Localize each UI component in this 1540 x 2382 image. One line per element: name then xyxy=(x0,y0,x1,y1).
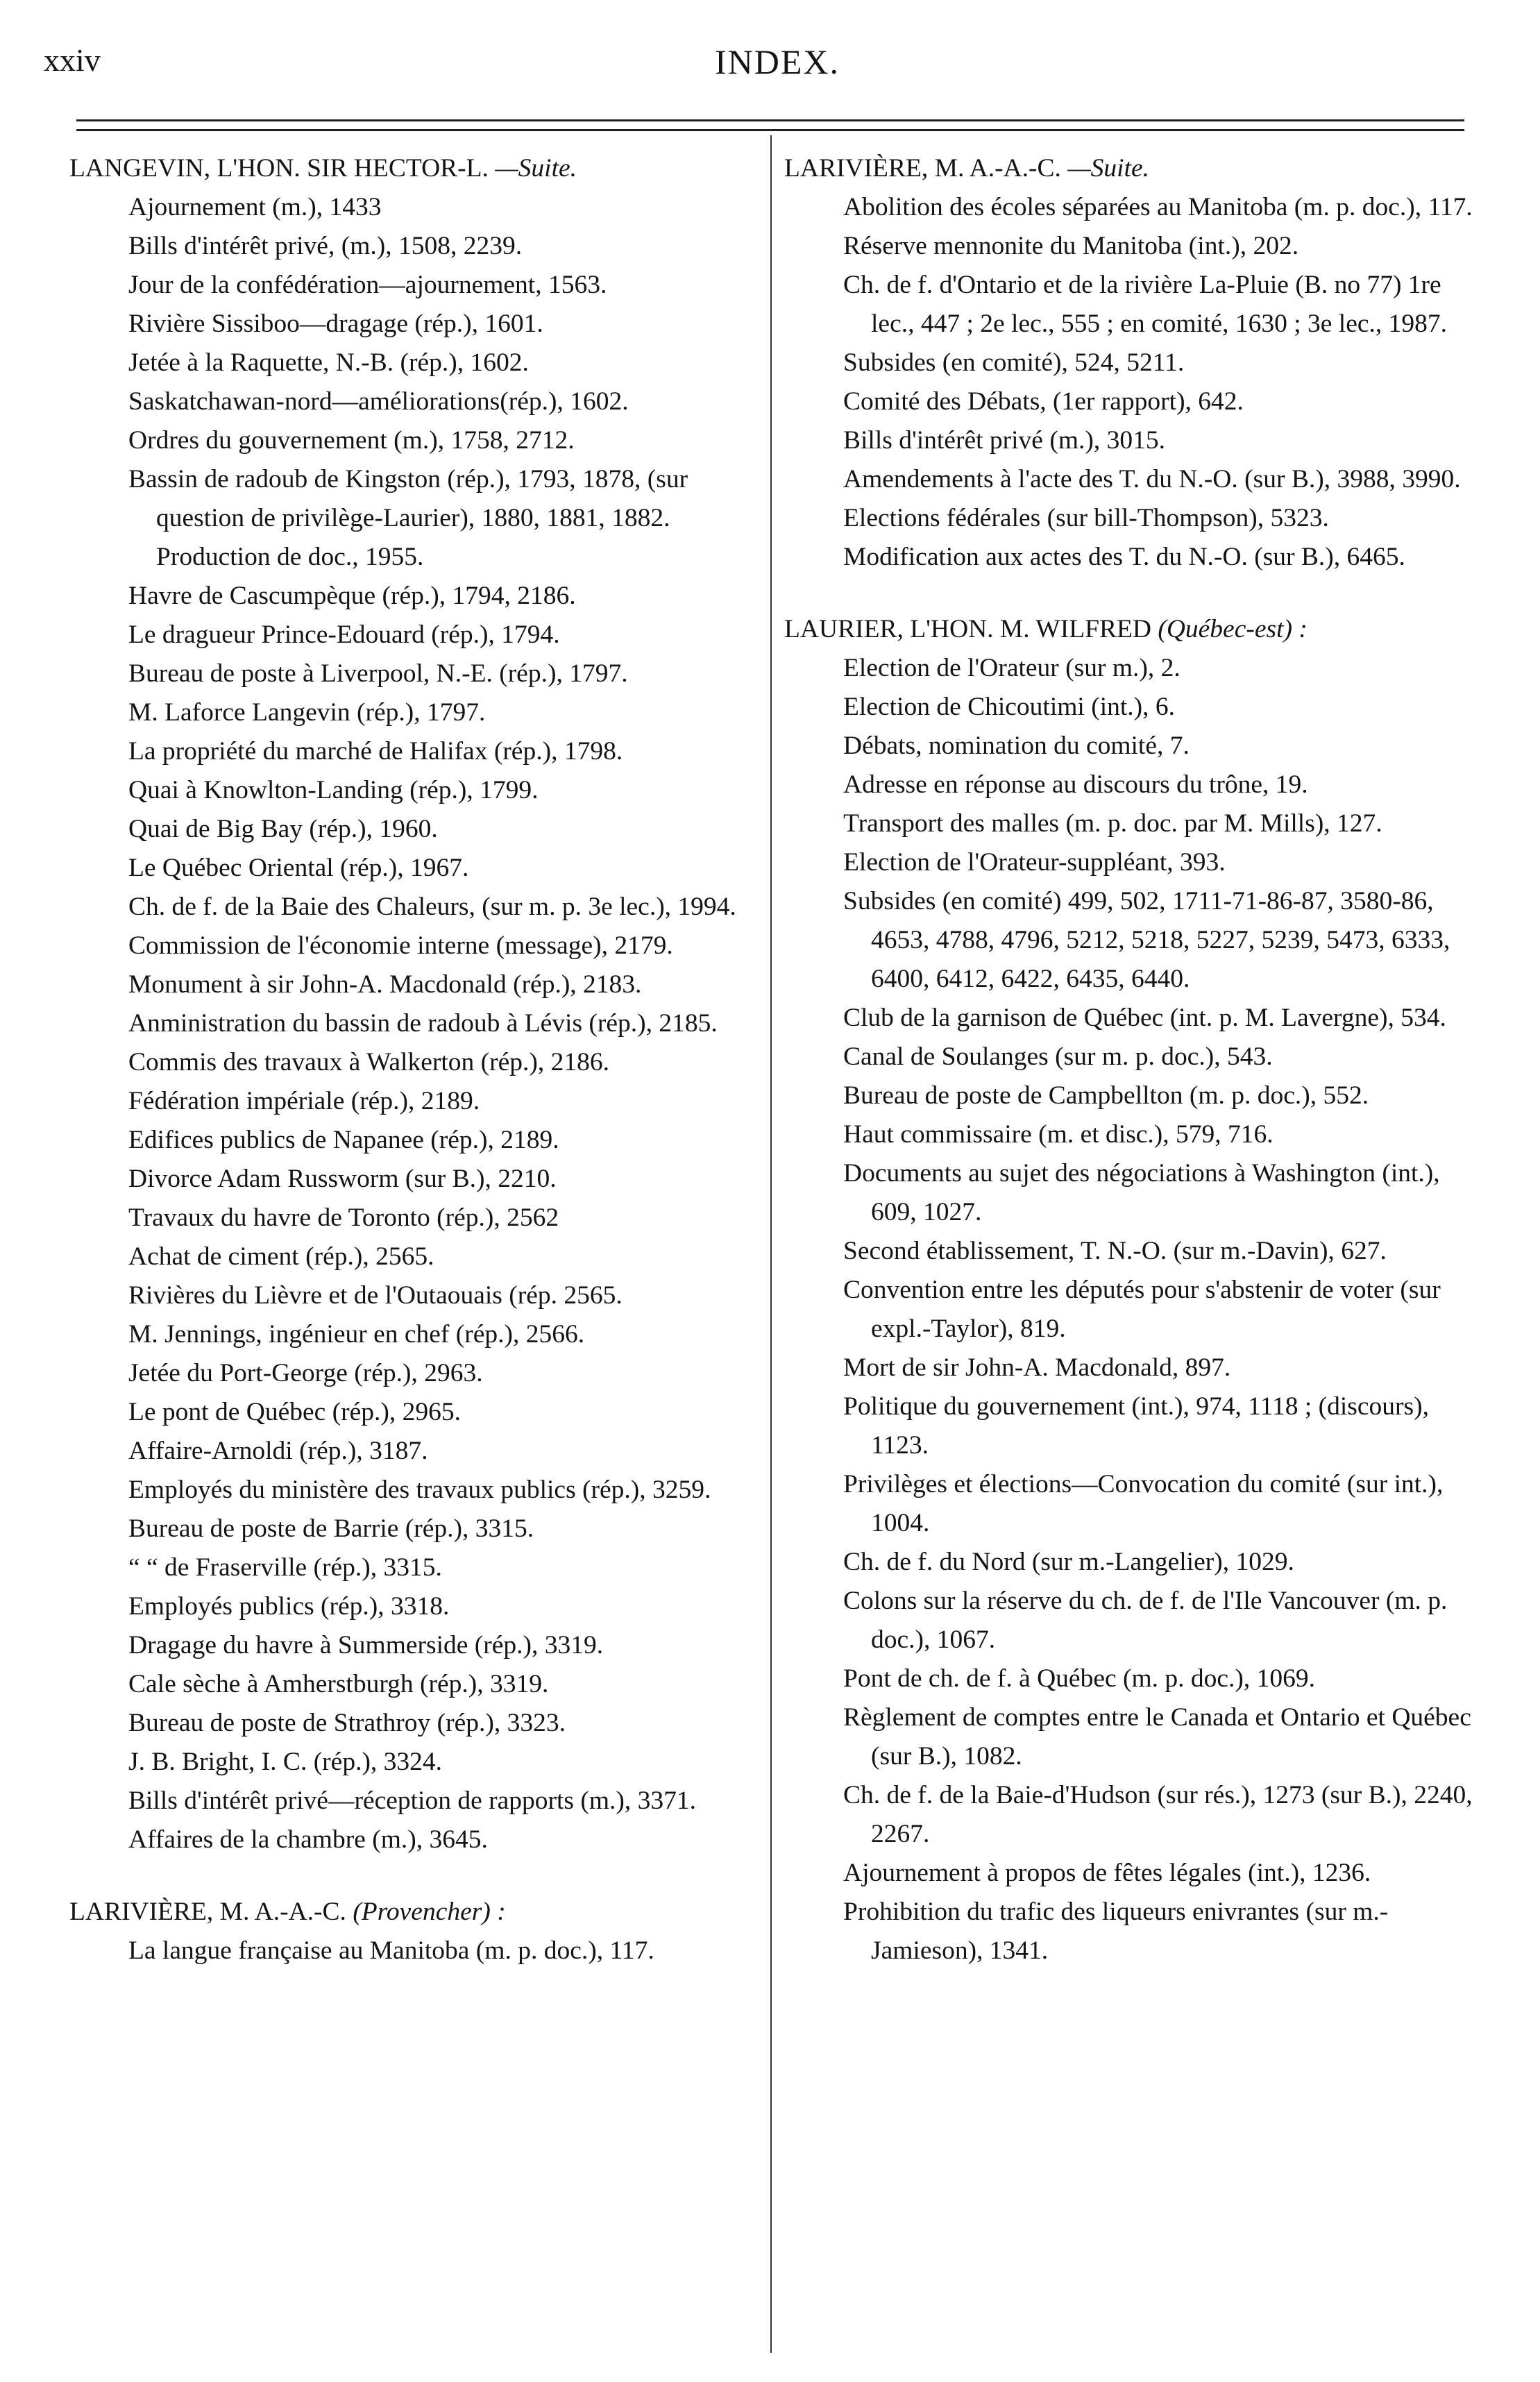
index-entry: Dragage du havre à Summerside (rép.), 3319. xyxy=(128,1631,604,1659)
index-entry: Jetée à la Raquette, N.-B. (rép.), 1602. xyxy=(128,348,529,377)
index-entry: Ajournement (m.), 1433 xyxy=(128,193,382,221)
index-entry: M. Laforce Langevin (rép.), 1797. xyxy=(128,698,486,727)
index-entry: Election de Chicoutimi (int.), 6. xyxy=(843,693,1176,721)
index-entry: Ajournement à propos de fêtes légales (int.), 1236. xyxy=(843,1859,1371,1887)
index-entry: Edifices publics de Napanee (rép.), 2189. xyxy=(128,1126,559,1154)
index-entry: Achat de ciment (rép.), 2565. xyxy=(128,1242,434,1271)
index-entry: Monument à sir John-A. Macdonald (rép.), 2183. xyxy=(128,970,642,999)
index-entry: Bills d'intérêt privé—réception de rapports (m.), 3371. xyxy=(128,1786,697,1815)
page-title: INDEX. xyxy=(715,42,840,81)
index-entry: Ch. de f. de la Baie des Chaleurs, (sur m. p. 3e lec.), 1994. xyxy=(128,893,736,921)
index-entry: Rivière Sissiboo—dragage (rép.), 1601. xyxy=(128,310,543,338)
index-entry: Travaux du havre de Toronto (rép.), 2562 xyxy=(128,1203,559,1232)
index-entry: Ch. de f. du Nord (sur m.-Langelier), 1029. xyxy=(843,1548,1294,1576)
heading-suffix: —Suite. xyxy=(495,154,577,183)
index-entry: Bureau de poste à Liverpool, N.-E. (rép.), 1797. xyxy=(128,659,628,688)
index-entry: Colons sur la réserve du ch. de f. de l'Ile Vancouver (m. p. doc.), 1067. xyxy=(843,1587,1448,1654)
index-entry: Amendements à l'acte des T. du N.-O. (sur B.), 3988, 3990. xyxy=(843,465,1461,493)
index-entry: J. B. Bright, I. C. (rép.), 3324. xyxy=(128,1748,443,1776)
index-entry: Rivières du Lièvre et de l'Outaouais (rép. 2565. xyxy=(128,1281,623,1310)
index-entry: Débats, nomination du comité, 7. xyxy=(843,732,1190,760)
header-rule-bottom xyxy=(76,129,1464,131)
column-divider xyxy=(770,135,772,2353)
index-entry: Réserve mennonite du Manitoba (int.), 202. xyxy=(843,232,1299,260)
index-entry: Saskatchawan-nord—améliorations(rép.), 1602. xyxy=(128,387,629,416)
index-entry: Le dragueur Prince-Edouard (rép.), 1794. xyxy=(128,620,560,649)
index-entry: La propriété du marché de Halifax (rép.), 1798. xyxy=(128,737,623,766)
index-entry: Le pont de Québec (rép.), 2965. xyxy=(128,1398,461,1426)
index-entry: Comité des Débats, (1er rapport), 642. xyxy=(843,387,1244,416)
index-entry: Documents au sujet des négociations à Washington (int.), 609, 1027. xyxy=(843,1159,1440,1226)
index-entry: Second établissement, T. N.-O. (sur m.-Davin), 627. xyxy=(843,1237,1387,1265)
index-entry: Bureau de poste de Campbellton (m. p. doc.), 552. xyxy=(843,1081,1369,1110)
index-entry: Fédération impériale (rép.), 2189. xyxy=(128,1087,480,1115)
heading-suffix: (Québec-est) : xyxy=(1158,615,1308,643)
index-entry: Bills d'intérêt privé, (m.), 1508, 2239. xyxy=(128,232,523,260)
index-entry: Elections fédérales (sur bill-Thompson), 5323. xyxy=(843,504,1329,532)
index-entry: Privilèges et élections—Convocation du comité (sur int.), 1004. xyxy=(843,1470,1444,1537)
index-heading xyxy=(784,610,1485,649)
index-entry: Subsides (en comité) 499, 502, 1711-71-86-87, 3580-86, 4653, 4788, 4796, 5212, 5218, 5227, 5239, 5473, 6333, 6400, 6412, 6422, 6435, 6440. xyxy=(843,887,1450,993)
index-entry: Prohibition du trafic des liqueurs enivrantes (sur m.-Jamieson), 1341. xyxy=(843,1898,1389,1965)
index-entry: Haut commissaire (m. et disc.), 579, 716. xyxy=(843,1120,1274,1149)
index-entry: Bureau de poste de Barrie (rép.), 3315. xyxy=(128,1514,534,1543)
index-entry: “ “ de Fraserville (rép.), 3315. xyxy=(128,1553,442,1582)
index-heading xyxy=(784,149,1485,188)
index-entry: Divorce Adam Russworm (sur B.), 2210. xyxy=(128,1165,557,1193)
index-entry: Subsides (en comité), 524, 5211. xyxy=(843,348,1185,377)
header-rule-top xyxy=(76,119,1464,121)
heading-name: LAURIER, L'HON. M. WILFRED xyxy=(784,615,1151,643)
index-heading xyxy=(69,1893,763,1932)
index-entry: Affaire-Arnoldi (rép.), 3187. xyxy=(128,1437,428,1465)
index-entry: M. Jennings, ingénieur en chef (rép.), 2566. xyxy=(128,1320,585,1349)
index-entry: Pont de ch. de f. à Québec (m. p. doc.), 1069. xyxy=(843,1664,1316,1693)
index-entry: Commis des travaux à Walkerton (rép.), 2186. xyxy=(128,1048,609,1076)
index-entry: Quai de Big Bay (rép.), 1960. xyxy=(128,815,438,843)
heading-suffix: (Provencher) : xyxy=(353,1898,506,1926)
heading-name: LARIVIÈRE, M. A.-A.-C. xyxy=(69,1898,346,1926)
index-entry: Ch. de f. d'Ontario et de la rivière La-Pluie (B. no 77) 1re lec., 447 ; 2e lec., 555 ; en comité, 1630 ; 3e lec., 1987. xyxy=(843,271,1447,338)
index-entry: Club de la garnison de Québec (int. p. M. Lavergne), 534. xyxy=(843,1004,1446,1032)
index-entry: Mort de sir John-A. Macdonald, 897. xyxy=(843,1353,1231,1382)
index-entry: Cale sèche à Amherstburgh (rép.), 3319. xyxy=(128,1670,549,1698)
index-entry: Modification aux actes des T. du N.-O. (sur B.), 6465. xyxy=(843,543,1405,571)
index-entry: Havre de Cascumpèque (rép.), 1794, 2186. xyxy=(128,582,576,610)
index-entry: Convention entre les députés pour s'abstenir de voter (sur expl.-Taylor), 819. xyxy=(843,1276,1441,1343)
index-entry: Canal de Soulanges (sur m. p. doc.), 543. xyxy=(843,1042,1273,1071)
index-heading xyxy=(69,149,763,188)
index-entry: Quai à Knowlton-Landing (rép.), 1799. xyxy=(128,776,539,804)
index-entry: Abolition des écoles séparées au Manitoba (m. p. doc.), 117. xyxy=(843,193,1473,221)
index-entry: Adresse en réponse au discours du trône, 19. xyxy=(843,770,1308,799)
page-number: xxiv xyxy=(44,42,101,78)
index-entry: Election de l'Orateur-suppléant, 393. xyxy=(843,848,1226,877)
index-entry: Bassin de radoub de Kingston (rép.), 1793, 1878, (sur question de privilège-Laurier), 1880, 1881, 1882. Production de doc., 1955. xyxy=(128,465,688,571)
index-entry: Affaires de la chambre (m.), 3645. xyxy=(128,1825,488,1854)
left-column xyxy=(69,149,763,1970)
index-entry: Commission de l'économie interne (message), 2179. xyxy=(128,931,673,960)
index-entry: Ch. de f. de la Baie-d'Hudson (sur rés.), 1273 (sur B.), 2240, 2267. xyxy=(843,1781,1473,1848)
index-entry: Règlement de comptes entre le Canada et Ontario et Québec (sur B.), 1082. xyxy=(843,1703,1471,1771)
index-entry: Jetée du Port-George (rép.), 2963. xyxy=(128,1359,483,1387)
index-entry: La langue française au Manitoba (m. p. doc.), 117. xyxy=(128,1936,654,1965)
index-entry: Transport des malles (m. p. doc. par M. Mills), 127. xyxy=(843,809,1382,838)
index-entry: Anministration du bassin de radoub à Lévis (rép.), 2185. xyxy=(128,1009,718,1038)
index-entry: Jour de la confédération—ajournement, 1563. xyxy=(128,271,607,299)
heading-suffix: —Suite. xyxy=(1067,154,1150,183)
index-entry: Politique du gouvernement (int.), 974, 1118 ; (discours), 1123. xyxy=(843,1392,1429,1460)
heading-name: LARIVIÈRE, M. A.-A.-C. xyxy=(784,154,1061,183)
index-entry: Employés du ministère des travaux publics (rép.), 3259. xyxy=(128,1476,711,1504)
index-entry: Bureau de poste de Strathroy (rép.), 3323. xyxy=(128,1709,566,1737)
heading-name: LANGEVIN, L'HON. SIR HECTOR-L. xyxy=(69,154,489,183)
index-entry: Bills d'intérêt privé (m.), 3015. xyxy=(843,426,1165,455)
right-column xyxy=(784,149,1485,1970)
index-entry: Employés publics (rép.), 3318. xyxy=(128,1592,450,1621)
index-entry: Election de l'Orateur (sur m.), 2. xyxy=(843,654,1181,682)
index-entry: Ordres du gouvernement (m.), 1758, 2712. xyxy=(128,426,575,455)
index-entry: Le Québec Oriental (rép.), 1967. xyxy=(128,854,469,882)
